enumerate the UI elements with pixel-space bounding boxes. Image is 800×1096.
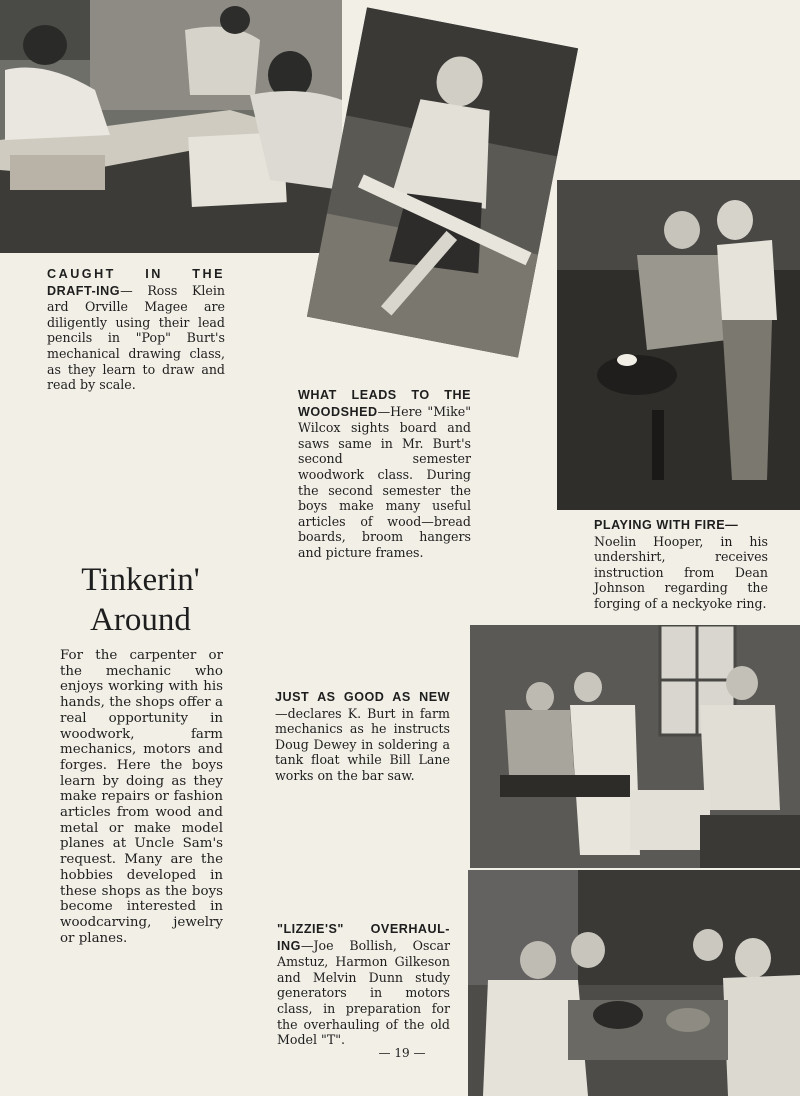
caption-drafting [47, 267, 225, 393]
article-title [38, 560, 243, 640]
caption-fire-heading: PLAYING WITH FIRE— [594, 518, 739, 532]
article-body: For the carpenter or the mechanic who enjoys working with his hands, the shops offer a real opportunity in woodwork, farm mechanics, motors and forges. Here the boys learn by doing as they make repairs or fashion articles from wood and metal or make model planes at Uncle Sam's request. Many are the hobbies developed in these shops as the boys become interested in woodcarving, jewelry or planes. [60, 648, 223, 946]
caption-woodshed-text: —Here "Mike" Wilcox sights board and saws same in Mr. Burt's second semester woodwork class. During the second semester the boys make many useful articles of wood—bread boards, broom hangers and picture frames. [298, 403, 471, 560]
caption-fire [594, 518, 768, 612]
caption-woodshed-heading: WHAT LEADS TO THE [298, 388, 471, 402]
caption-lizzie [277, 922, 450, 1048]
caption-good-as-new-heading: JUST AS GOOD AS NEW [275, 690, 450, 704]
photo-forge [557, 180, 800, 510]
caption-lizzie-text: —Joe Bollish, Oscar Amstuz, Harmon Gilkeson and Melvin Dunn study generators in motors class, in preparation for the overhauling of the old Model "T". [277, 937, 450, 1048]
caption-woodshed [298, 388, 471, 561]
page-number: — 19 — [378, 1046, 426, 1060]
caption-lizzie-heading-2: ING [277, 938, 301, 953]
photo-drafting-class [0, 0, 342, 253]
caption-good-as-new [275, 690, 450, 784]
caption-lizzie-heading: "LIZZIE'S" OVERHAUL- [277, 922, 450, 936]
photo-motors-class [468, 870, 800, 1096]
caption-good-as-new-text: —declares K. Burt in farm mechanics as he instructs Doug Dewey in soldering a tank float while Bill Lane works on the bar saw. [275, 705, 450, 783]
caption-fire-text: Noelin Hooper, in his undershirt, receives instruction from Dean Johnson regarding the forging of a neckyoke ring. [594, 533, 768, 611]
caption-drafting-heading: CAUGHT IN THE [47, 267, 225, 281]
article-title-line2: Around [90, 602, 191, 638]
photo-farm-mechanics [470, 625, 800, 868]
caption-drafting-heading-2: DRAFT-ING [47, 283, 121, 298]
photo-woodshed [307, 7, 578, 357]
article-title-line1: Tinkerin' [81, 562, 200, 598]
caption-woodshed-heading-2: WOODSHED [298, 404, 378, 419]
caption-drafting-text: — Ross Klein ard Orville Magee are diligently using their lead pencils in "Pop" Burt's mechanical drawing class, as they learn to draw and read by scale. [47, 282, 225, 393]
